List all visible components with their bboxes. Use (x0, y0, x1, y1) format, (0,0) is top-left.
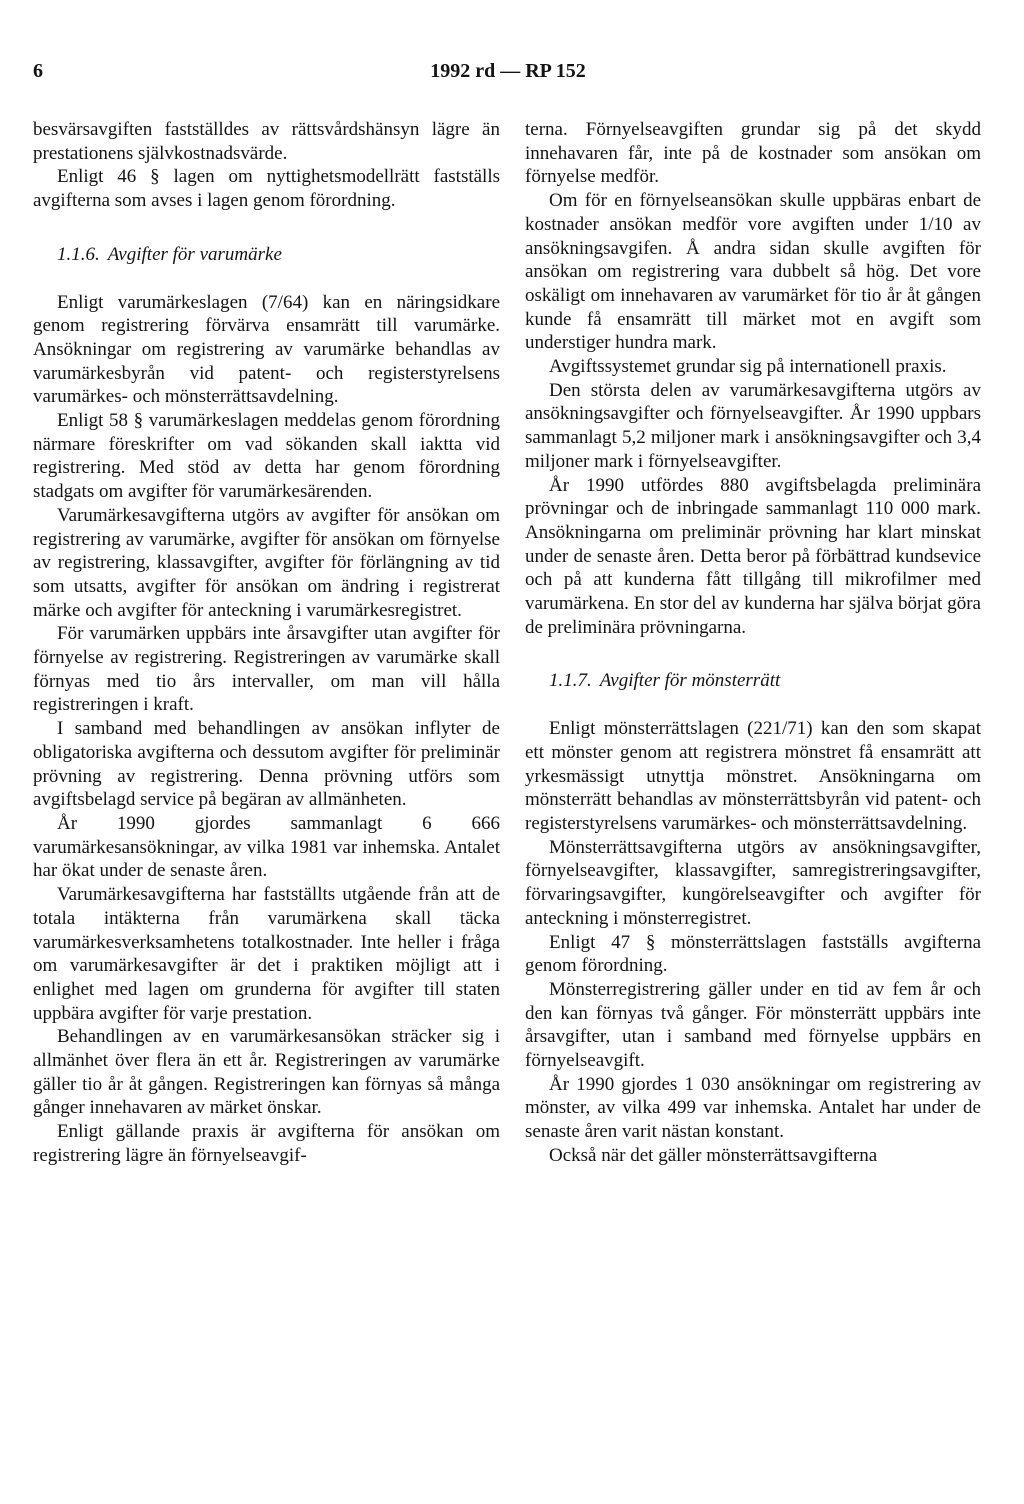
paragraph: Enligt varumärkeslagen (7/64) kan en näringsidkare genom registrering förvärva ensamrätt till varumärke. Ansökningar om registrering av varumärke behandlas av varumärkesbyrån vid patent- och registerstyrelsens varumärkes- och mönsterrättsavdelning. (33, 291, 500, 408)
paragraph: Enligt mönsterrättslagen (221/71) kan den som skapat ett mönster genom att registrera mönstret få ensamrätt att yrkesmässigt utnyttja mönstret. Ansökningarna om mönsterrätt behandlas av mönsterrättsbyrån vid patent- och registerstyrelsens varumärkes- och mönsterrättsavdelning. (525, 718, 981, 834)
paragraph: Enligt 58 § varumärkeslagen meddelas genom förordning närmare föreskrifter om vad sökanden skall iaktta vid registrering. Med stöd av detta har genom förordning stadgats om avgifter för varumärkesärenden. (33, 410, 500, 503)
paragraph: Om för en förnyelseansökan skulle uppbäras enbart de kostnader ansökan medför vore avgiften under 1/10 av ansökningsavgifen. Å andra sidan skulle avgiften för ansökan om registrering vara dubbelt så hög. Det vore oskäligt om innehavaren av varumärket för tio år åt gången kunde få ensamrätt till märket mot en avgift som understiger hundra mark. (525, 190, 981, 354)
paragraph: Varumärkesavgifterna har fastställts utgående från att de totala intäkterna från varumärkena skall täcka varumärkesverksamhetens totalkostnader. Inte heller i fråga om varumärkesavgifter är det i praktiken möjligt att i enlighet med lagen om grunderna för avgifter till staten uppbära avgifter för varje prestation. (33, 884, 500, 1024)
running-title: 1992 rd — RP 152 (430, 60, 586, 82)
section-heading-1-1-7 (525, 669, 981, 693)
paragraph: Avgiftssystemet grundar sig på internationell praxis. (549, 356, 947, 378)
paragraph: I samband med behandlingen av ansökan inflyter de obligatoriska avgifterna och dessutom avgifter för preliminär prövning av registrering. Denna prövning utförs som avgiftsbelagd service på begäran av allmänheten. (33, 718, 500, 811)
paragraph: Mönsterregistrering gäller under en tid av fem år och den kan förnyas två gånger. För mönsterrätt uppbärs inte årsavgifter, utan i samband med förnyelse uppbärs en förnyelseavgift. (525, 978, 981, 1072)
paragraph: Den största delen av varumärkesavgifterna utgörs av ansökningsavgifter och förnyelseavgifter. År 1990 uppbars sammanlagt 5,2 miljoner mark i ansökningsavgifter och 3,4 miljoner mark i förnyelseavgifter. (525, 379, 981, 472)
section-title: Avgifter för varumärke (107, 243, 282, 265)
paragraph: År 1990 gjordes 1 030 ansökningar om registrering av mönster, av vilka 499 var inhemska. Antalet har under de senaste åren varit nästan konstant. (525, 1073, 981, 1143)
paragraph: Enligt 47 § mönsterrättslagen fastställs avgifterna genom förordning. (525, 931, 981, 977)
section-heading-1-1-6 (33, 243, 500, 267)
paragraph: Varumärkesavgifterna utgörs av avgifter för ansökan om registrering av varumärke, avgifter för ansökan om förnyelse av registrering, klassavgifter, avgifter för förlängning av tid som utsatts, avgifter för ansökan om ändring i registrerat märke och avgifter för anteckning i varumärkesregistret. (33, 504, 500, 621)
paragraph: Mönsterrättsavgifterna utgörs av ansökningsavgifter, förnyelseavgifter, klassavgifter, samregistreringsavgifter, förvaringsavgifter, kungörelseavgifter och avgifter för anteckning i mönsterregistret. (525, 836, 981, 929)
paragraph: År 1990 gjordes sammanlagt 6 666 varumärkesansökningar, av vilka 1981 var inhemska. Antalet har ökat under de senaste åren. (33, 812, 500, 882)
paragraph: Behandlingen av en varumärkesansökan sträcker sig i allmänhet över flera än ett år. Registreringen av varumärke gäller tio år åt gången. Registreringen kan förnyas så många gånger innehavaren av märket önskar. (33, 1026, 500, 1119)
page-number: 6 (33, 60, 43, 82)
right-column (525, 118, 981, 1168)
paragraph: Också när det gäller mönsterrättsavgifterna (549, 1144, 878, 1166)
section-number: 1.1.7. (549, 670, 592, 692)
left-column (33, 118, 500, 1168)
paragraph: besvärsavgiften fastställdes av rättsvårdshänsyn lägre än prestationens självkostnadsvärde. (33, 119, 500, 164)
paragraph: För varumärken uppbärs inte årsavgifter utan avgifter för förnyelse av registrering. Registreringen av varumärke skall förnyas med tio års intervaller, om man vill hålla registreringen i kraft. (33, 623, 500, 716)
section-title: Avgifter för mönsterrätt (599, 670, 781, 692)
page-header (33, 60, 983, 92)
paragraph: Enligt 46 § lagen om nyttighetsmodellrätt fastställs avgifterna som avses i lagen genom förordning. (33, 166, 500, 212)
paragraph: Enligt gällande praxis är avgifterna för ansökan om registrering lägre än förnyelseavgif- (33, 1121, 500, 1166)
paragraph: terna. Förnyelseavgiften grundar sig på det skydd innehavaren får, inte på de kostnader som ansökan om förnyelse medför. (525, 119, 981, 188)
paragraph: År 1990 utfördes 880 avgiftsbelagda preliminära prövningar och de inbringade sammanlagt 110 000 mark. Ansökningarna om preliminär prövning har klart minskat under de senaste åren. Detta beror på förbättrad kundsevice och på att kunderna fått tillgång till mikrofilmer med varumärkena. En stor del av kunderna har själva börjat göra de preliminära prövningarna. (525, 474, 981, 638)
section-number: 1.1.6. (57, 243, 100, 265)
